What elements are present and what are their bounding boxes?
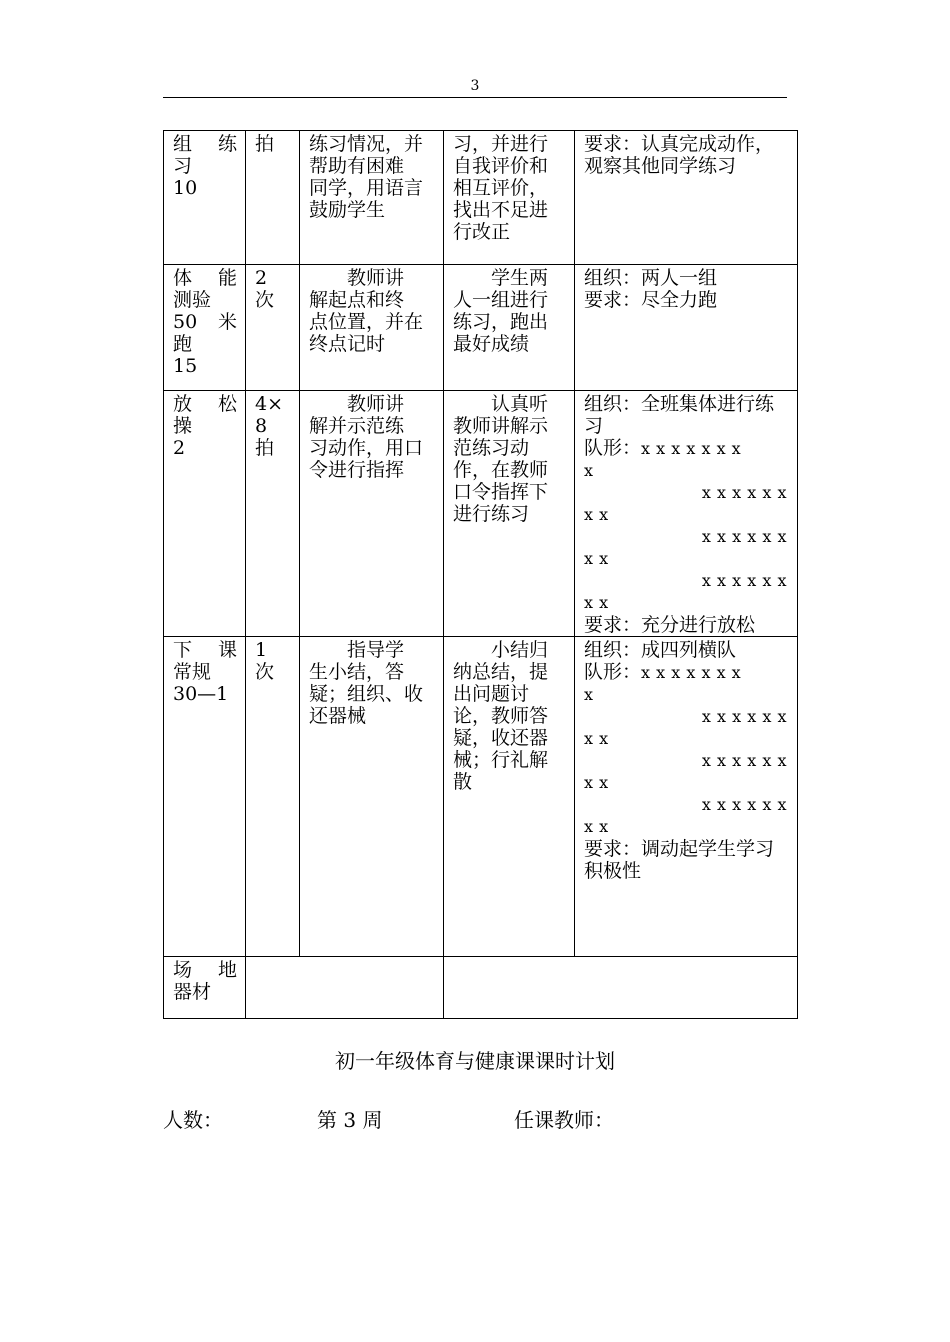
activity-line: 下 课	[173, 639, 237, 661]
activity-line: 2	[173, 437, 186, 459]
activity-cell	[164, 131, 246, 265]
teacher-line: 鼓励学生	[309, 199, 386, 221]
formation-row: x x	[584, 593, 609, 612]
count-cell	[246, 131, 300, 265]
teacher-cell	[300, 265, 444, 391]
student-line: 口令指挥下	[453, 481, 549, 503]
lesson-plan-table	[163, 130, 798, 1019]
count-line: 4×	[255, 393, 284, 415]
student-line: 行改正	[453, 221, 511, 243]
student-line: 最好成绩	[453, 333, 530, 355]
formation-row: x x	[584, 505, 609, 524]
student-line: 出问题讨	[453, 683, 530, 705]
activity-line: 常规	[173, 661, 212, 683]
formation-row: x x x x x x	[701, 751, 787, 770]
formation-row: x x x x x x x	[641, 439, 742, 458]
teacher-line: 指导学	[347, 639, 405, 661]
activity-cell	[164, 957, 246, 1019]
student-line: 论，教师答	[453, 705, 549, 727]
teacher-line: 终点记时	[309, 333, 386, 355]
formation-row: x x x x x x	[701, 795, 787, 814]
count-line: 8	[255, 415, 268, 437]
organization-line: 要求：尽全力跑	[584, 289, 718, 311]
student-cell	[444, 265, 575, 391]
formation-row: x x x x x x	[701, 707, 787, 726]
student-line: 相互评价，	[453, 177, 549, 199]
teacher-line: 习动作，用口	[309, 437, 424, 459]
teacher-label: 任课教师：	[514, 1108, 614, 1132]
activity-cell	[164, 637, 246, 957]
formation-row: x x	[584, 549, 609, 568]
equipment-cell	[246, 957, 444, 1019]
organization-cell	[575, 391, 798, 637]
organization-cell	[575, 131, 798, 265]
student-line: 小结归	[491, 639, 549, 661]
count-line: 次	[255, 661, 275, 683]
teacher-line: 解起点和终	[309, 289, 405, 311]
formation-row: x x x x x x	[701, 527, 787, 546]
organization-line: 要求：认真完成动作，	[584, 133, 775, 155]
activity-line: 10	[173, 177, 198, 199]
activity-line: 组 练	[173, 133, 237, 155]
activity-line: 场 地	[173, 959, 237, 981]
teacher-line: 练习情况，并	[309, 133, 424, 155]
table-row	[164, 265, 798, 391]
table-row	[164, 957, 798, 1019]
formation-row: x x x x x x	[701, 571, 787, 590]
student-cell	[444, 637, 575, 957]
student-line: 范练习动	[453, 437, 530, 459]
requirement-text: 要求：调动起学生学习积极性	[584, 838, 775, 882]
organization-text: 组织：全班集体进行练习	[584, 393, 775, 437]
student-line: 学生两	[491, 267, 549, 289]
equipment-notes-cell	[444, 957, 798, 1019]
teacher-line: 令进行指挥	[309, 459, 405, 481]
activity-line: 15	[173, 355, 198, 377]
students-label: 人数：	[163, 1108, 223, 1132]
organization-line: 组织：两人一组	[584, 267, 718, 289]
activity-cell	[164, 265, 246, 391]
student-line: 练习，跑出	[453, 311, 549, 333]
week-label: 第 3 周	[317, 1108, 383, 1132]
teacher-line: 教师讲	[347, 393, 405, 415]
formation-row: x	[584, 685, 594, 704]
formation-row: x x	[584, 817, 609, 836]
header-rule	[163, 97, 787, 98]
count-cell	[246, 637, 300, 957]
student-line: 械；行礼解	[453, 749, 549, 771]
count-cell	[246, 265, 300, 391]
activity-line: 习	[173, 155, 193, 177]
organization-cell	[575, 637, 798, 957]
count-line: 2	[255, 267, 268, 289]
teacher-line: 同学，用语言	[309, 177, 424, 199]
formation-label: 队形：	[584, 661, 642, 683]
teacher-line: 生小结，答	[309, 661, 405, 683]
teacher-line: 教师讲	[347, 267, 405, 289]
formation-label: 队形：	[584, 437, 642, 459]
organization-text: 组织：成四列横队	[584, 639, 737, 661]
activity-line: 30—1	[173, 683, 229, 705]
organization-line: 观察其他同学练习	[584, 155, 737, 177]
student-line: 自我评价和	[453, 155, 549, 177]
teacher-line: 疑；组织、收	[309, 683, 424, 705]
student-line: 疑，收还器	[453, 727, 549, 749]
teacher-line: 帮助有困难	[309, 155, 405, 177]
organization-cell	[575, 265, 798, 391]
formation-row: x x	[584, 773, 609, 792]
formation-row: x	[584, 461, 594, 480]
student-line: 人一组进行	[453, 289, 549, 311]
requirement-text: 要求：充分进行放松	[584, 614, 756, 636]
student-line: 找出不足进	[453, 199, 549, 221]
teacher-cell	[300, 131, 444, 265]
activity-line: 器材	[173, 981, 212, 1003]
activity-line: 体 能	[173, 267, 237, 289]
formation-row: x x	[584, 729, 609, 748]
count-line: 次	[255, 289, 275, 311]
activity-line: 跑	[173, 333, 193, 355]
table-row	[164, 391, 798, 637]
teacher-line: 点位置，并在	[309, 311, 424, 333]
page-number: 3	[470, 78, 480, 94]
activity-line: 50 米	[173, 311, 237, 333]
activity-cell	[164, 391, 246, 637]
teacher-line: 还器械	[309, 705, 367, 727]
teacher-cell	[300, 391, 444, 637]
formation-row: x x x x x x	[701, 483, 787, 502]
formation-line	[584, 437, 789, 460]
teacher-cell	[300, 637, 444, 957]
count-line: 拍	[255, 437, 275, 459]
student-line: 散	[453, 771, 473, 793]
student-line: 教师讲解示	[453, 415, 549, 437]
student-cell	[444, 391, 575, 637]
student-line: 认真听	[491, 393, 549, 415]
page-title: 初一年级体育与健康课课时计划	[335, 1049, 615, 1073]
student-line: 习，并进行	[453, 133, 549, 155]
activity-line: 操	[173, 415, 193, 437]
activity-line: 放 松	[173, 393, 237, 415]
table-row	[164, 637, 798, 957]
activity-line: 测验	[173, 289, 212, 311]
student-line: 纳总结，提	[453, 661, 549, 683]
formation-row: x x x x x x x	[641, 663, 742, 682]
student-line: 进行练习	[453, 503, 530, 525]
count-cell	[246, 391, 300, 637]
table-row	[164, 131, 798, 265]
student-cell	[444, 131, 575, 265]
student-line: 作，在教师	[453, 459, 549, 481]
count-line: 拍	[255, 133, 275, 155]
formation-line	[584, 661, 789, 684]
count-line: 1	[255, 639, 268, 661]
teacher-line: 解并示范练	[309, 415, 405, 437]
